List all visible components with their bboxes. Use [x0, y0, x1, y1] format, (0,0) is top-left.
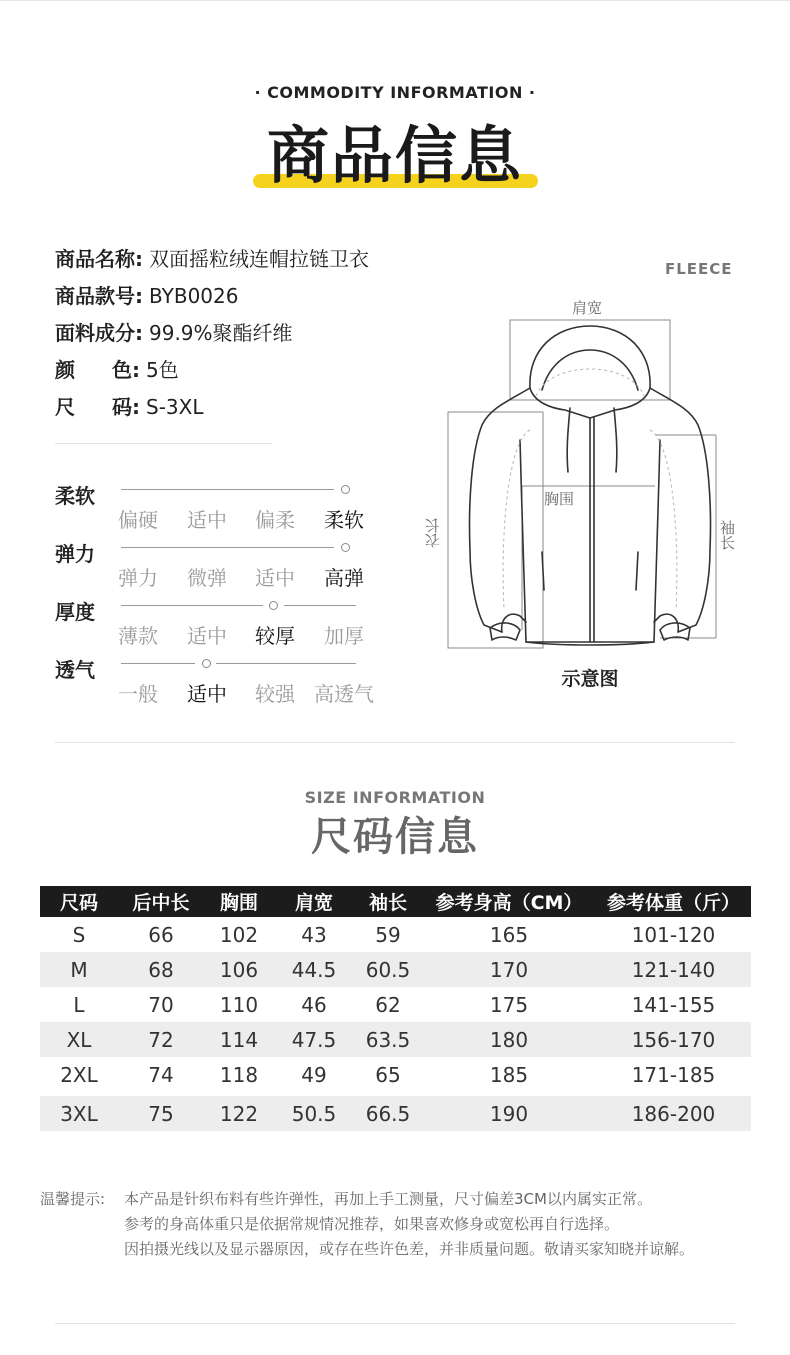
attr-option-selected: 适中	[187, 682, 227, 706]
title-block	[0, 118, 790, 198]
info-label: 商品款号:	[55, 284, 143, 308]
page-title: 商品信息	[266, 119, 523, 192]
table-cell: S	[72, 922, 86, 947]
table-cell: 50.5	[291, 1101, 337, 1126]
column-header: 胸围	[219, 892, 258, 914]
attr-option: 薄款	[118, 624, 158, 648]
table-cell: 47.5	[291, 1027, 337, 1052]
table-cell: 180	[489, 1027, 529, 1052]
table-cell: 175	[489, 992, 529, 1017]
scale-marker	[202, 659, 211, 668]
info-label: 面料成分:	[55, 321, 143, 345]
size-eyebrow: SIZE INFORMATION	[304, 788, 486, 807]
size-table	[40, 886, 751, 1131]
column-header: 肩宽	[294, 892, 333, 914]
attr-option-selected: 柔软	[324, 508, 364, 532]
table-cell: 72	[148, 1027, 174, 1052]
table-cell: 65	[375, 1062, 401, 1087]
table-cell: 3XL	[60, 1101, 98, 1126]
table-row	[40, 1022, 751, 1057]
table-cell: 110	[219, 992, 259, 1017]
note-line: 因拍摄光线以及显示器原因，或存在些许色差，并非质量问题。敬请买家知晓并谅解。	[124, 1240, 695, 1258]
table-cell: 106	[219, 957, 259, 982]
attr-option: 高透气	[314, 682, 374, 706]
table-cell: 70	[148, 992, 174, 1017]
info-row-style-no	[55, 283, 238, 309]
attr-option: 适中	[187, 624, 227, 648]
table-cell: 44.5	[291, 957, 337, 982]
table-cell: 49	[301, 1062, 327, 1087]
info-label-part: 颜	[55, 358, 75, 382]
info-label-part: 码:	[112, 395, 140, 419]
info-row-name	[55, 246, 369, 272]
column-header: 后中长	[132, 892, 190, 914]
table-cell: 190	[489, 1101, 529, 1126]
label-length: 衣长	[424, 518, 442, 548]
column-header: 参考身高（CM）	[435, 892, 583, 914]
table-cell: 59	[375, 922, 401, 947]
commodity-eyebrow: · COMMODITY INFORMATION ·	[254, 83, 536, 102]
scale-line	[284, 605, 356, 606]
attr-option: 加厚	[324, 624, 364, 648]
table-cell: XL	[66, 1027, 92, 1052]
table-cell: 66.5	[365, 1101, 411, 1126]
table-cell: 102	[219, 922, 259, 947]
info-row-color	[55, 357, 179, 383]
info-label	[55, 394, 140, 420]
table-row	[40, 987, 751, 1022]
scale-marker	[269, 601, 278, 610]
table-row	[40, 952, 751, 987]
table-cell: 156-170	[631, 1027, 716, 1052]
scale-line	[121, 605, 263, 606]
hoodie-outline	[470, 326, 711, 645]
scale-line	[121, 663, 195, 664]
table-cell: 101-120	[631, 922, 716, 947]
attr-softness-label: 柔软	[55, 484, 95, 508]
table-cell: 75	[148, 1101, 174, 1126]
table-cell: 121-140	[631, 957, 716, 982]
table-cell: 114	[219, 1027, 259, 1052]
attr-option-selected: 较厚	[255, 624, 295, 648]
info-row-size	[55, 394, 203, 420]
attr-breathability-label: 透气	[55, 658, 95, 682]
table-cell: L	[73, 992, 85, 1017]
length-measure-box	[448, 412, 543, 648]
table-cell: 74	[148, 1062, 174, 1087]
table-cell: 63.5	[365, 1027, 411, 1052]
attr-option: 微弹	[187, 566, 227, 590]
table-cell: 60.5	[365, 957, 411, 982]
table-cell: 186-200	[631, 1101, 716, 1126]
info-divider	[55, 443, 272, 444]
table-cell: 66	[148, 922, 174, 947]
scale-line	[121, 547, 334, 548]
info-value: S-3XL	[146, 395, 204, 419]
attr-option: 适中	[187, 508, 227, 532]
note-line: 本产品是针织布料有些许弹性，再加上手工测量，尺寸偏差3CM以内属实正常。	[124, 1190, 652, 1208]
label-shoulder: 肩宽	[572, 299, 603, 317]
top-divider	[0, 0, 790, 1]
fleece-badge: FLEECE	[665, 260, 733, 278]
info-value: BYB0026	[149, 284, 239, 308]
info-label	[55, 357, 140, 383]
table-cell: 46	[301, 992, 327, 1017]
info-value: 5色	[146, 358, 179, 382]
info-label-part: 色:	[112, 358, 140, 382]
info-value: 双面摇粒绒连帽拉链卫衣	[149, 247, 369, 271]
attr-option-selected: 高弹	[324, 566, 364, 590]
notes-label: 温馨提示:	[40, 1190, 106, 1208]
table-cell: 141-155	[631, 992, 716, 1017]
note-line: 参考的身高体重只是依据常规情况推荐，如果喜欢修身或宽松再自行选择。	[124, 1215, 620, 1233]
table-cell: 118	[219, 1062, 259, 1087]
table-row	[40, 1057, 751, 1092]
info-value: 99.9%聚酯纤维	[149, 321, 293, 345]
info-row-material	[55, 320, 293, 346]
table-cell: 68	[148, 957, 174, 982]
column-header: 袖长	[368, 892, 407, 914]
table-cell: 170	[489, 957, 529, 982]
column-header: 参考体重（斤）	[606, 892, 740, 914]
scale-line	[121, 489, 334, 490]
table-cell: M	[70, 957, 88, 982]
bottom-divider	[55, 1323, 735, 1324]
label-sleeve: 袖长	[718, 520, 736, 550]
table-header	[40, 886, 751, 917]
table-cell: 165	[489, 922, 529, 947]
figure-caption: 示意图	[561, 668, 619, 690]
section-divider	[55, 742, 735, 743]
attr-option: 较强	[255, 682, 295, 706]
attr-option: 弹力	[118, 566, 158, 590]
attr-option: 偏柔	[255, 508, 295, 532]
attr-option: 适中	[255, 566, 295, 590]
info-label-part: 尺	[55, 395, 75, 419]
hoodie-diagram	[410, 290, 740, 660]
attr-option: 偏硬	[118, 508, 158, 532]
table-row	[40, 1096, 751, 1131]
table-cell: 62	[375, 992, 401, 1017]
table-cell: 2XL	[60, 1062, 98, 1087]
info-label: 商品名称:	[55, 247, 143, 271]
scale-marker	[341, 543, 350, 552]
label-chest: 胸围	[544, 490, 575, 508]
table-cell: 43	[301, 922, 327, 947]
scale-marker	[341, 485, 350, 494]
table-cell: 122	[219, 1101, 259, 1126]
size-title: 尺码信息	[311, 814, 479, 860]
table-cell: 185	[489, 1062, 529, 1087]
attr-option: 一般	[118, 682, 158, 706]
table-cell: 171-185	[631, 1062, 716, 1087]
table-row	[40, 917, 751, 952]
attr-elasticity-label: 弹力	[55, 542, 95, 566]
scale-line	[216, 663, 356, 664]
attr-thickness-label: 厚度	[55, 600, 95, 624]
column-header: 尺码	[59, 892, 98, 914]
